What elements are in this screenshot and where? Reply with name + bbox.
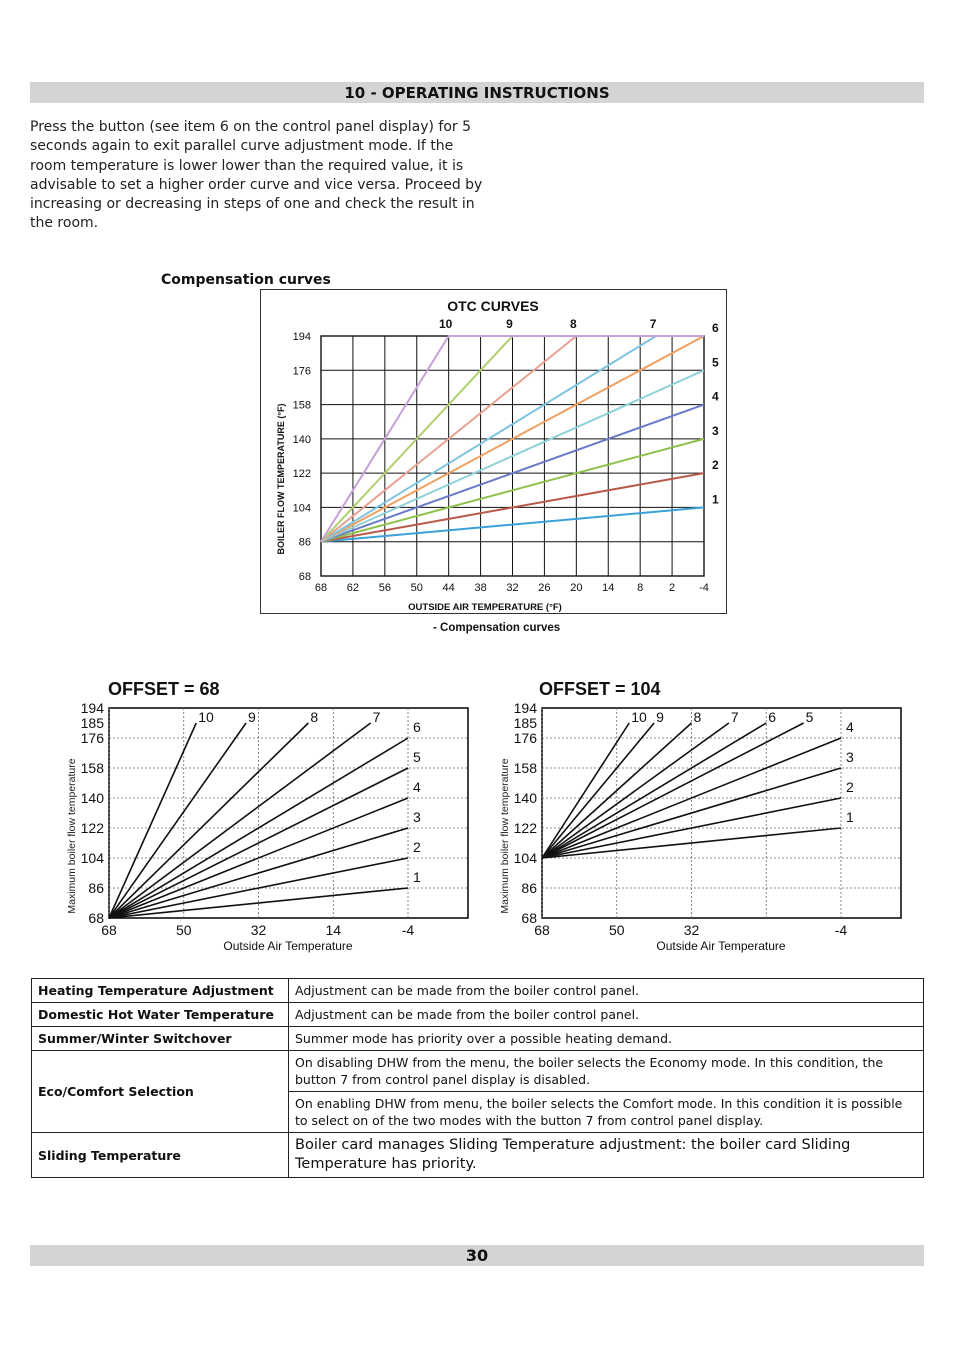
y-tick-label: 122 [80, 820, 104, 836]
curve-label-8: 8 [569, 317, 577, 331]
curve-label-2: 2 [712, 458, 719, 473]
curve-9 [109, 723, 246, 918]
curve-label-3: 3 [712, 423, 719, 438]
row-key: Summer/Winter Switchover [32, 1027, 289, 1051]
y-tick-label: 104 [513, 850, 537, 866]
page-footer: 30 [30, 1245, 924, 1266]
curve-label-6: 6 [712, 321, 719, 335]
x-tick-label: 50 [608, 922, 625, 938]
y-axis-label: BOILER FLOW TEMPERATURE (°F) [276, 403, 286, 555]
offset-68-title: OFFSET = 68 [108, 679, 220, 699]
row-value: Boiler card manages Sliding Temperature adjustment: the boiler card Sliding Temperature has priority. [289, 1133, 924, 1178]
offset-68-x-label: Outside Air Temperature [223, 939, 353, 953]
curve-label-6: 6 [768, 709, 777, 725]
curve-label-5: 5 [805, 709, 814, 725]
curve-6 [542, 723, 766, 858]
y-tick-label: 68 [521, 910, 537, 926]
curve-label-4: 4 [712, 389, 719, 404]
curve-5 [109, 768, 408, 918]
curve-label-5: 5 [413, 749, 421, 765]
x-tick-label: 14 [602, 582, 615, 594]
offset-68-y-label: Maximum boiler flow temperature [66, 758, 78, 914]
x-tick-label: 38 [474, 582, 487, 594]
x-tick-label: 68 [314, 582, 328, 594]
curve-label-4: 4 [413, 779, 421, 795]
curve-label-8: 8 [310, 709, 319, 725]
row-value: On disabling DHW from the menu, the boiler selects the Economy mode. In this condition, the button 7 from control panel display is disabled. [289, 1051, 924, 1092]
curve-label-1: 1 [846, 809, 854, 825]
curve-label-3: 3 [413, 809, 421, 825]
x-tick-label: 14 [325, 922, 342, 938]
x-tick-label: 32 [506, 582, 519, 594]
curve-label-10: 10 [631, 709, 647, 725]
curve-label-4: 4 [846, 719, 854, 735]
x-tick-label: 50 [410, 582, 423, 594]
curve-label-7: 7 [649, 317, 657, 331]
curve-label-6: 6 [413, 719, 421, 735]
curve-label-10: 10 [438, 317, 453, 331]
x-tick-label: 2 [669, 582, 676, 594]
row-key: Eco/Comfort Selection [32, 1051, 289, 1133]
y-tick-label: 68 [298, 571, 311, 583]
x-tick-label: 8 [637, 582, 644, 594]
curve-label-10: 10 [198, 709, 214, 725]
offset-104-y-label: Maximum boiler flow temperature [499, 758, 511, 914]
y-tick-label: 158 [292, 399, 311, 412]
otc-caption: - Compensation curves [433, 622, 561, 634]
section-header: 10 - OPERATING INSTRUCTIONS [30, 82, 924, 103]
y-tick-label: 194 [513, 700, 537, 716]
row-value: Adjustment can be made from the boiler control panel. [289, 1003, 924, 1027]
table-row [32, 1027, 924, 1051]
y-tick-label: 122 [513, 820, 537, 836]
table-row [32, 1003, 924, 1027]
row-value: On enabling DHW from menu, the boiler selects the Comfort mode. In this condition it is possible to select on of the two modes with the button 7 from control panel display. [289, 1092, 924, 1133]
y-tick-label: 176 [292, 365, 311, 378]
y-tick-label: 158 [513, 760, 537, 776]
y-tick-label: 86 [88, 880, 104, 896]
curve-label-9: 9 [506, 317, 513, 331]
curve-9 [542, 723, 654, 858]
x-tick-label: 32 [250, 922, 267, 938]
curve-label-5: 5 [712, 355, 719, 370]
row-key: Heating Temperature Adjustment [32, 979, 289, 1003]
x-tick-label: 26 [538, 582, 551, 594]
curve-label-9: 9 [248, 709, 256, 725]
x-tick-label: 68 [101, 922, 117, 938]
compensation-curves-title: Compensation curves [161, 272, 331, 288]
x-tick-label: 44 [442, 582, 455, 594]
intro-paragraph [30, 118, 490, 234]
curve-7 [542, 723, 729, 858]
row-value: Summer mode has priority over a possible heating demand. [289, 1027, 924, 1051]
table-row [32, 1133, 924, 1178]
x-tick-label: 56 [378, 582, 391, 594]
chart-title: OTC CURVES [447, 298, 539, 314]
x-tick-label: -4 [401, 922, 415, 938]
y-tick-label: 86 [298, 536, 311, 549]
y-tick-label: 176 [80, 730, 104, 746]
x-axis-label: OUTSIDE AIR TEMPERATURE (°F) [408, 602, 562, 613]
curve-label-8: 8 [693, 709, 702, 725]
curve-label-3: 3 [846, 749, 854, 765]
y-tick-label: 185 [80, 715, 104, 731]
y-tick-label: 194 [80, 700, 104, 716]
curve-label-1: 1 [712, 492, 719, 507]
curve-label-2: 2 [846, 779, 854, 795]
table-row [32, 979, 924, 1003]
y-tick-label: 104 [80, 850, 104, 866]
y-tick-label: 140 [513, 790, 537, 806]
curve-label-7: 7 [730, 709, 739, 725]
curve-label-7: 7 [372, 709, 381, 725]
x-tick-label: 20 [570, 582, 583, 594]
x-tick-label: 68 [534, 922, 550, 938]
y-tick-label: 140 [80, 790, 104, 806]
table-row [32, 1051, 924, 1092]
otc-curves-chart [260, 289, 728, 615]
settings-table [31, 978, 924, 1178]
offset-104-x-label: Outside Air Temperature [656, 939, 786, 953]
curve-label-9: 9 [656, 709, 664, 725]
x-tick-label: 50 [175, 922, 192, 938]
y-tick-label: 176 [513, 730, 537, 746]
y-tick-label: 86 [521, 880, 537, 896]
y-tick-label: 104 [292, 502, 311, 515]
curve-label-2: 2 [413, 839, 421, 855]
curve-label-1: 1 [413, 869, 421, 885]
curve-7 [109, 723, 371, 918]
x-tick-label: 32 [683, 922, 700, 938]
row-key: Domestic Hot Water Temperature [32, 1003, 289, 1027]
x-tick-label: -4 [699, 582, 709, 594]
y-tick-label: 68 [88, 910, 104, 926]
y-tick-label: 122 [292, 468, 311, 481]
offset-104-title: OFFSET = 104 [539, 679, 661, 699]
row-key: Sliding Temperature [32, 1133, 289, 1178]
y-tick-label: 140 [292, 433, 311, 446]
x-tick-label: -4 [834, 922, 848, 938]
offset-104-chart [493, 676, 913, 961]
row-value: Adjustment can be made from the boiler control panel. [289, 979, 924, 1003]
y-tick-label: 194 [292, 331, 311, 343]
y-tick-label: 158 [80, 760, 104, 776]
offset-68-chart [60, 676, 480, 961]
y-tick-label: 185 [513, 715, 537, 731]
intro-text: Press the button (see item 6 on the control panel display) for 5 seconds again to exit parallel curve adjustment mode. If the room temperature is lower lower than the required value, it is advisable to set a higher order curve and vice versa. Proceed by increasing or decreasing in steps of one and check the result in the room. [30, 119, 483, 232]
x-tick-label: 62 [346, 582, 360, 594]
